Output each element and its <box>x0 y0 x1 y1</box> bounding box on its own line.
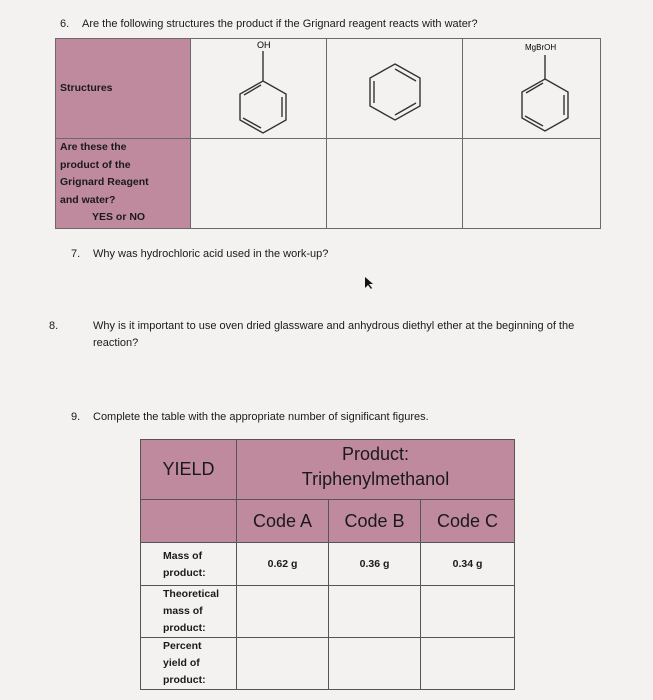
phenylmagnesium-structure <box>463 39 600 139</box>
label-line: mass of <box>163 605 203 617</box>
question-7 <box>71 246 328 263</box>
row-label-mass <box>141 543 237 586</box>
substituent-label: OH <box>257 40 271 50</box>
answer-cell-3[interactable] <box>463 139 600 228</box>
label-line: product of the <box>60 158 131 171</box>
label-line: yield of <box>163 657 200 669</box>
label-line: YES or NO <box>92 211 146 223</box>
row-label-percent <box>141 638 237 689</box>
code-b-header: Code B <box>329 500 421 543</box>
percent-code-a[interactable] <box>237 638 329 689</box>
theoretical-code-c[interactable] <box>421 586 514 638</box>
question-8 <box>49 318 593 352</box>
label-line: Are these the <box>60 141 127 153</box>
label-line: and water? <box>60 193 116 206</box>
benzene-structure <box>327 39 463 139</box>
yield-table <box>140 439 515 690</box>
question-number: 6. <box>60 18 70 30</box>
question-text: Why was hydrochloric acid used in the work-up? <box>93 248 329 260</box>
answer-cell-1[interactable] <box>191 139 327 228</box>
theoretical-code-b[interactable] <box>329 586 421 638</box>
label-line: product: <box>163 622 206 634</box>
label-line: Grignard Reagent <box>60 176 149 188</box>
mass-code-a[interactable]: 0.62 g <box>237 543 329 586</box>
label-line: Percent <box>163 640 202 652</box>
percent-code-b[interactable] <box>329 638 421 689</box>
label-line: Mass of <box>163 550 203 562</box>
question-number: 8. <box>49 320 59 332</box>
structures-table <box>55 38 601 229</box>
question-number: 9. <box>71 411 81 423</box>
yield-label: YIELD <box>141 440 237 500</box>
question-text: Why is it important to use oven dried glassware and anhydrous diethyl ether at the beginning of the reaction? <box>93 320 575 349</box>
substituent-label: MgBrOH <box>525 43 557 52</box>
phenol-structure <box>191 39 327 139</box>
blank-header-cell <box>141 500 237 543</box>
structure-cell-2 <box>327 39 463 139</box>
question-text: Are the following structures the product if the Grignard reagent reacts with water? <box>82 18 478 30</box>
structure-cell-3 <box>463 39 600 139</box>
question-6 <box>60 16 478 33</box>
product-label: Product: <box>341 444 410 464</box>
cursor-icon <box>364 276 374 290</box>
code-c-header: Code C <box>421 500 514 543</box>
answer-cell-2[interactable] <box>327 139 463 228</box>
structures-label: Structures <box>60 82 113 94</box>
label-line: product: <box>163 567 206 579</box>
label-line: Theoretical <box>163 588 220 600</box>
product-name: Triphenylmethanol <box>301 469 450 489</box>
product-header <box>237 440 514 500</box>
structure-cell-1 <box>191 39 327 139</box>
mass-code-b[interactable]: 0.36 g <box>329 543 421 586</box>
question-text: Complete the table with the appropriate number of significant figures. <box>93 411 429 423</box>
question-number: 7. <box>71 248 81 260</box>
percent-code-c[interactable] <box>421 638 514 689</box>
row-label-theoretical <box>141 586 237 638</box>
structures-label-cell <box>56 39 191 139</box>
yes-no-label <box>56 139 190 231</box>
question-9 <box>71 409 429 426</box>
theoretical-code-a[interactable] <box>237 586 329 638</box>
label-line: product: <box>163 674 206 686</box>
yes-no-label-cell <box>56 139 191 228</box>
code-a-header: Code A <box>237 500 329 543</box>
mass-code-c[interactable]: 0.34 g <box>421 543 514 586</box>
